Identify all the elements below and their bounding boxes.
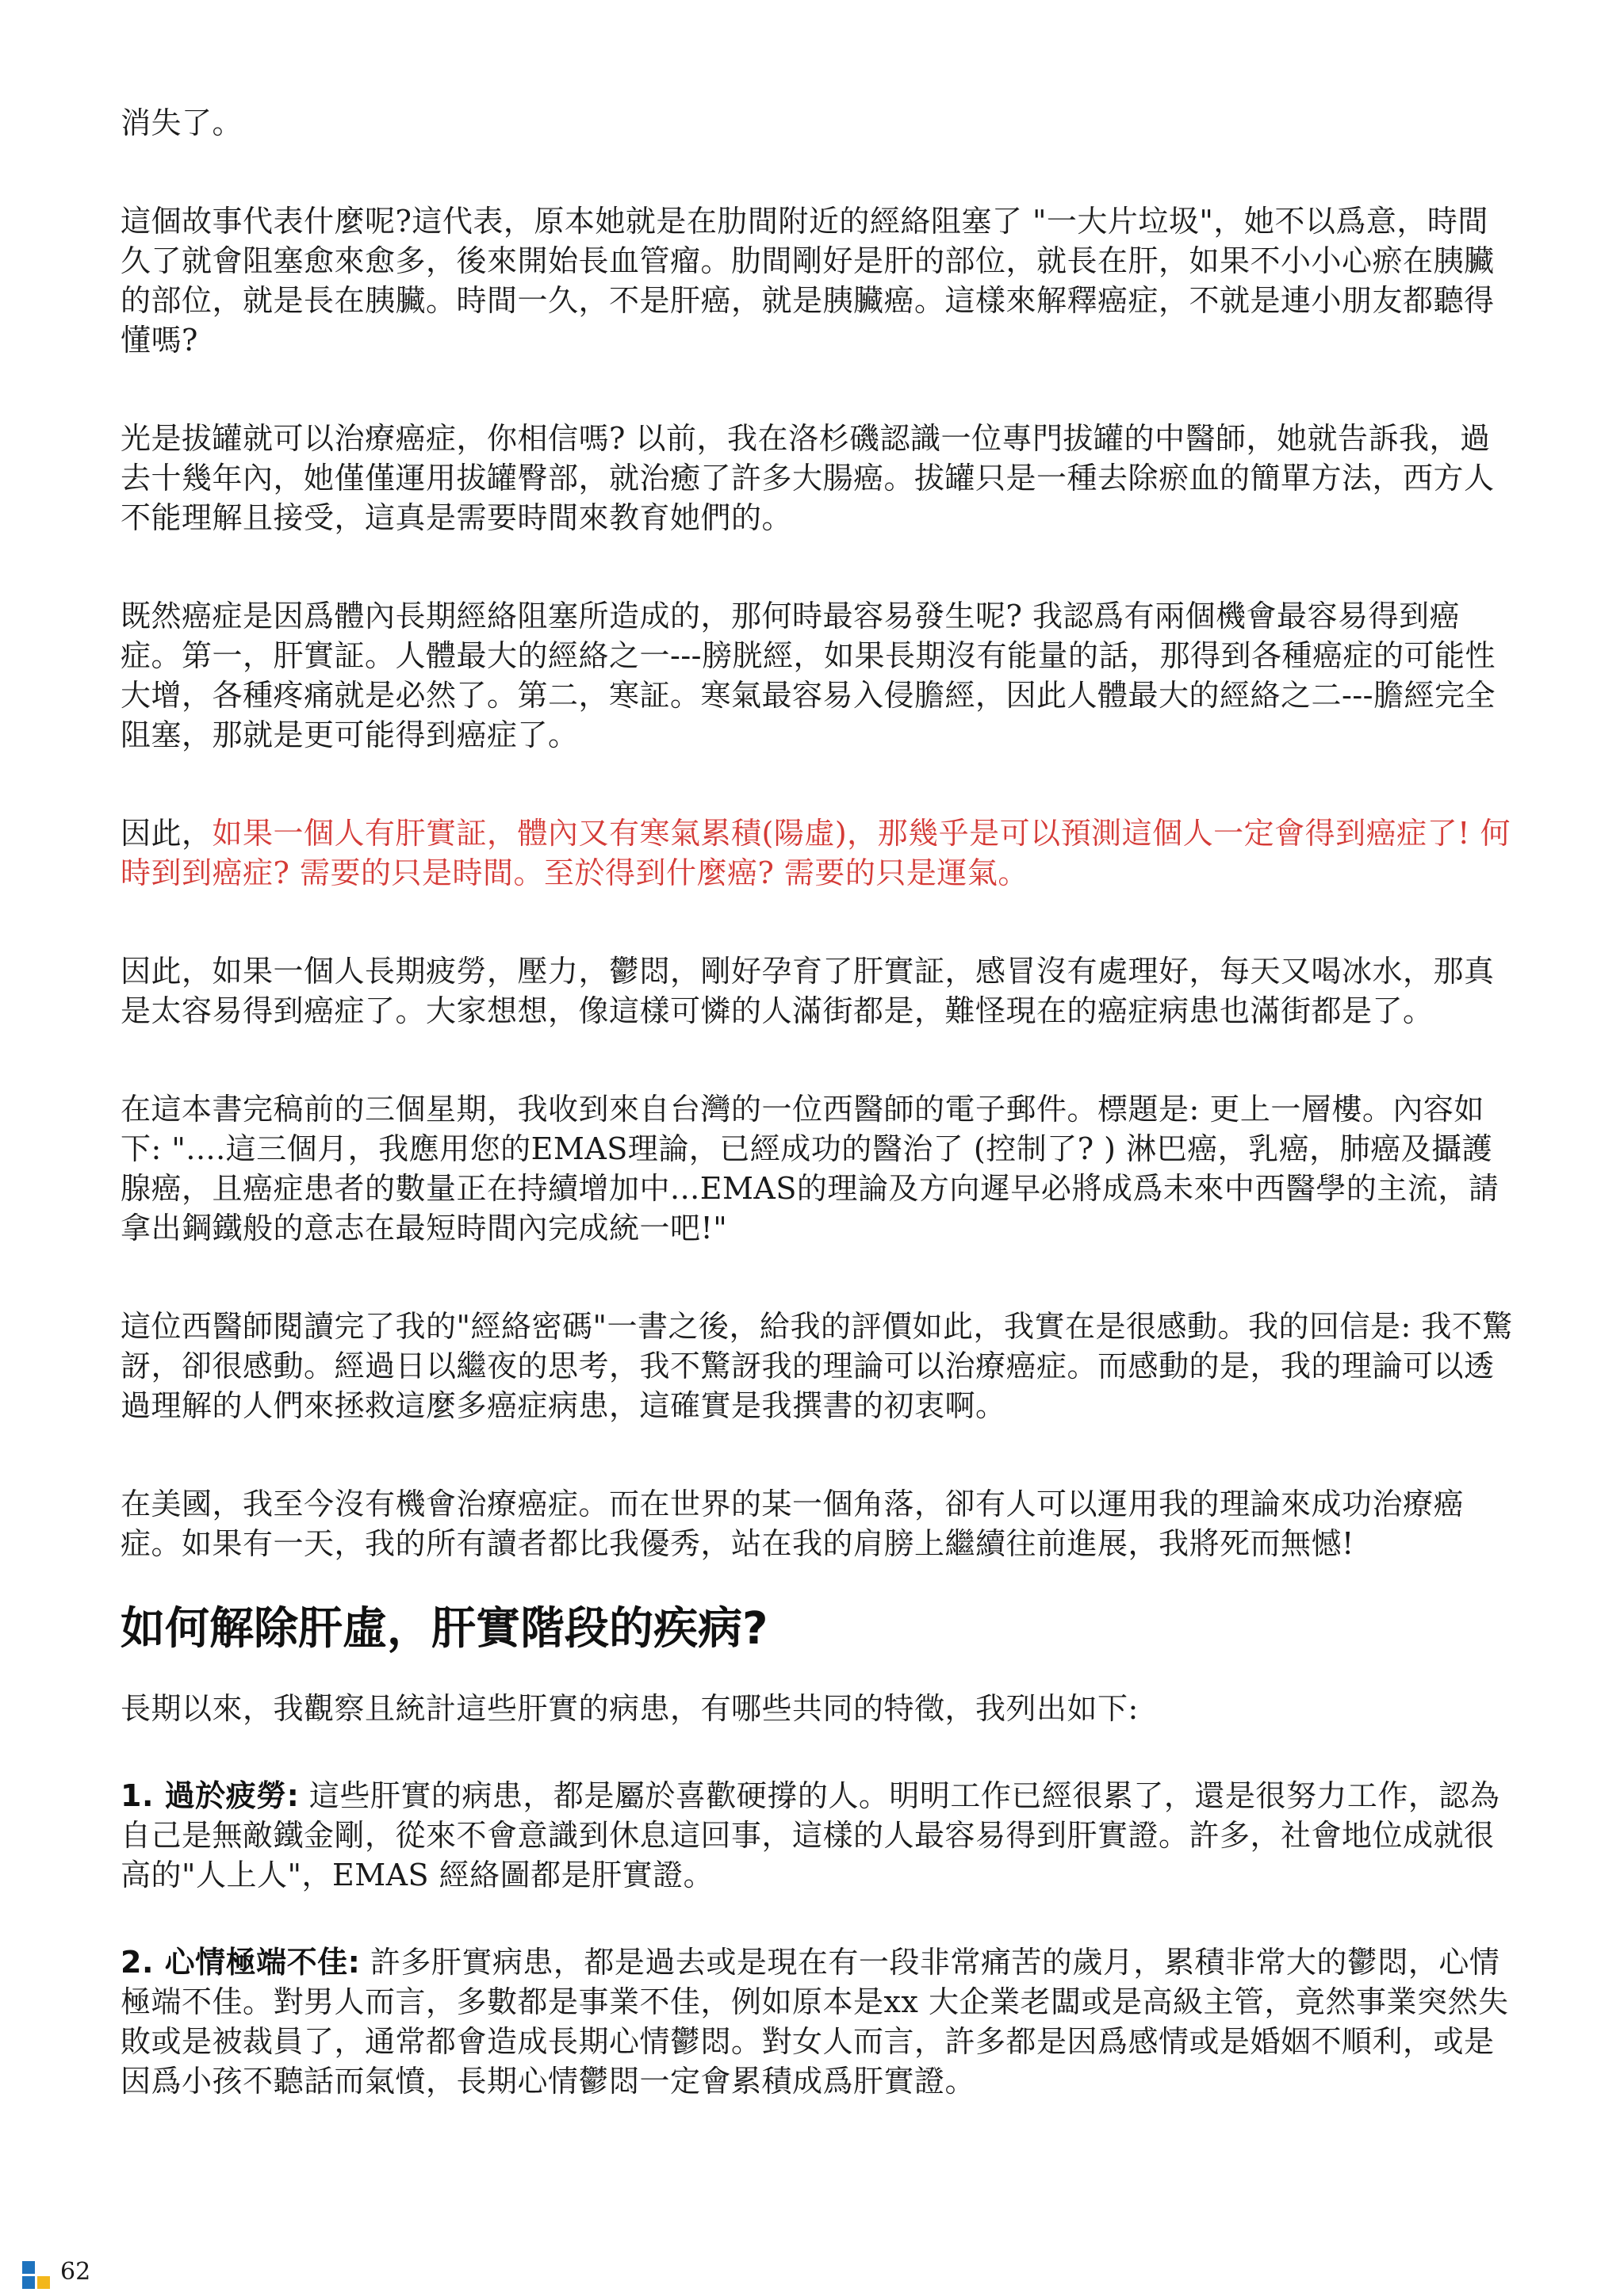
section-item-1 <box>121 1776 1516 1895</box>
paragraph-5-highlight <box>121 813 1516 893</box>
section-item-1-text: 這些肝實的病患，都是屬於喜歡硬撐的人。明明工作已經很累了，還是很努力工作，認為自己是無敵鐵金剛，從來不會意識到休息這回事，這樣的人最容易得到肝實證。許多，社會地位成就很高的"人上人"，EMAS 經絡圖都是肝實證。 <box>121 1778 1500 1892</box>
paragraph-5-red-text: 如果一個人有肝實証，體內又有寒氣累積(陽虛)，那幾乎是可以預測這個人一定會得到癌症了! 何時到到癌症? 需要的只是時間。至於得到什麼癌? 需要的只是運氣。 <box>121 816 1511 890</box>
corner-square-empty <box>37 2261 50 2274</box>
section-heading: 如何解除肝虛，肝實階段的疾病? <box>121 1603 768 1655</box>
paragraph-8: 這位西醫師閱讀完了我的"經絡密碼"一書之後，給我的評價如此，我實在是很感動。我的回信是: 我不驚訝，卻很感動。經過日以繼夜的思考，我不驚訝我的理論可以治療癌症。而感動的是，我的理論可以透過理解的人們來拯救這麼多癌症病患，這確實是我撰書的初衷啊。 <box>121 1309 1513 1423</box>
corner-square-blue-top <box>22 2261 35 2274</box>
paragraph-2: 這個故事代表什麼呢?這代表，原本她就是在肋間附近的經絡阻塞了 "一大片垃圾"，她不以爲意，時間久了就會阻塞愈來愈多，後來開始長血管瘤。肋間剛好是肝的部位，就長在肝，如果不小小心瘀在胰臟的部位，就是長在胰臟。時間一久，不是肝癌，就是胰臟癌。這樣來解釋癌症，不就是連小朋友都聽得懂嗎? <box>121 204 1495 358</box>
paragraph-3: 光是拔罐就可以治療癌症，你相信嗎? 以前，我在洛杉磯認識一位專門拔罐的中醫師，她就告訴我，過去十幾年內，她僅僅運用拔罐臀部，就治癒了許多大腸癌。拔罐只是一種去除瘀血的簡單方法，西方人不能理解且接受，這真是需要時間來教育她們的。 <box>121 421 1495 535</box>
paragraph-1: 消失了。 <box>121 105 243 140</box>
page-number: 62 <box>60 2258 91 2286</box>
corner-squares-icon <box>22 2261 51 2290</box>
section-item-1-lead: 1. 過於疲勞: <box>121 1778 300 1813</box>
page-footer <box>22 2258 276 2290</box>
section-item-2-lead: 2. 心情極端不佳: <box>121 1945 361 1980</box>
paragraph-9: 在美國，我至今沒有機會治療癌症。而在世界的某一個角落，卻有人可以運用我的理論來成功治療癌症。如果有一天，我的所有讀者都比我優秀，站在我的肩膀上繼續往前進展，我將死而無憾! <box>121 1487 1465 1561</box>
paragraph-6: 因此，如果一個人長期疲勞，壓力，鬱悶，剛好孕育了肝實証，感冒沒有處理好，每天又喝冰水，那真是太容易得到癌症了。大家想想，像這樣可憐的人滿街都是，難怪現在的癌症病患也滿街都是了。 <box>121 954 1495 1028</box>
section-intro: 長期以來，我觀察且統計這些肝實的病患，有哪些共同的特徵，我列出如下: <box>121 1691 1139 1726</box>
paragraph-7: 在這本書完稿前的三個星期，我收到來自台灣的一位西醫師的電子郵件。標題是: 更上一層樓。內容如下: "....這三個月，我應用您的EMAS理論，已經成功的醫治了 (控制了? ) 淋巴癌，乳癌，肺癌及攝護腺癌，且癌症患者的數量正在持續增加中...EMAS的理論及方向遲早必將成爲未來中西醫學的主流，請拿出鋼鐵般的意志在最短時間內完成統一吧!" <box>121 1092 1500 1246</box>
section-item-2-text: 許多肝實病患，都是過去或是現在有一段非常痛苦的歲月，累積非常大的鬱悶，心情極端不佳。對男人而言，多數都是事業不佳，例如原本是xx 大企業老闆或是高級主管，竟然事業突然失敗或是被裁員了，通常都會造成長期心情鬱悶。對女人而言，許多都是因爲感情或是婚姻不順利，或是因爲小孩不聽話而氣憤，長期心情鬱悶一定會累積成爲肝實證。 <box>121 1945 1509 2099</box>
corner-square-blue-bottom <box>22 2276 35 2289</box>
page-content <box>121 103 1516 2149</box>
paragraph-4: 既然癌症是因爲體內長期經絡阻塞所造成的，那何時最容易發生呢? 我認爲有兩個機會最容易得到癌症。第一，肝實証。人體最大的經絡之一---膀胱經，如果長期沒有能量的話，那得到各種癌症的可能性大增，各種疼痛就是必然了。第二，寒証。寒氣最容易入侵膽經，因此人體最大的經絡之二---膽經完全阻塞，那就是更可能得到癌症了。 <box>121 599 1496 752</box>
corner-square-yellow <box>37 2276 50 2289</box>
section-item-2 <box>121 1942 1516 2101</box>
paragraph-5-prefix: 因此， <box>121 816 213 851</box>
